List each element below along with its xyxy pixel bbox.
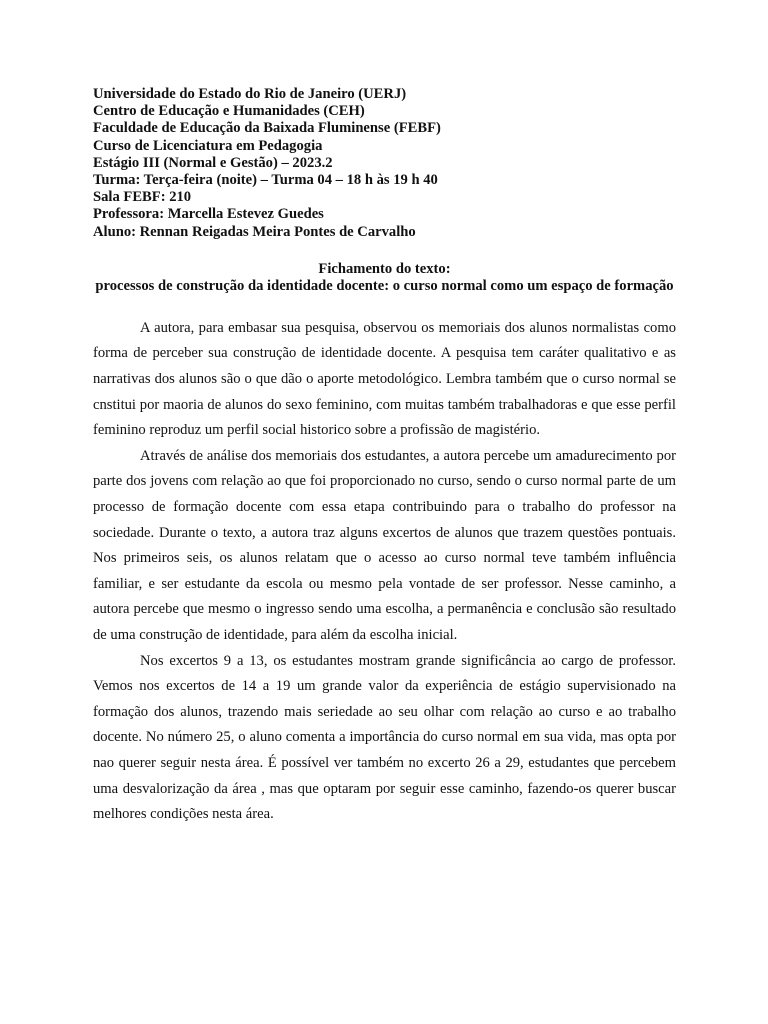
header-faculty: Faculdade de Educação da Baixada Fluminense (FEBF) [93,120,441,137]
header-center: Centro de Educação e Humanidades (CEH) [93,103,365,120]
document-body [93,316,676,828]
document-page [93,86,676,828]
title-label: Fichamento do texto: [318,260,451,277]
body-paragraph-2: Através de análise dos memoriais dos estudantes, a autora percebe um amadurecimento por parte dos jovens com relação ao que foi proporcionado no curso, sendo o curso normal parte de um processo de formação docente com essa etapa contribuindo para o trabalho do professor na sociedade. Durante o texto, a autora traz alguns excertos de alunos que trazem questões pontuais. Nos primeiros seis, os alunos relatam que o acesso ao curso normal teve também influência familiar, e ser estudante da escola ou mesmo pela vontade de ser professor. Nesse caminho, a autora percebe que mesmo o ingresso sendo uma escolha, a permanência e conclusão são resultado de uma construção de identidade, para além da escolha inicial. [93,447,676,643]
header-student: Aluno: Rennan Reigadas Meira Pontes de Carvalho [93,223,416,240]
institution-header [93,86,676,241]
title-subject: processos de construção da identidade docente: o curso normal como um espaço de formação [95,277,674,294]
header-internship: Estágio III (Normal e Gestão) – 2023.2 [93,154,333,171]
header-course: Curso de Licenciatura em Pedagogia [93,137,323,154]
header-class: Turma: Terça-feira (noite) – Turma 04 – 18 h às 19 h 40 [93,172,438,189]
document-title [93,261,676,295]
body-paragraph-1: A autora, para embasar sua pesquisa, observou os memoriais dos alunos normalistas como forma de perceber sua construção de identidade docente. A pesquisa tem caráter qualitativo e as narrativas dos alunos são o que dão o aporte metodológico. Lembra também que o curso normal se cnstitui por maoria de alunos do sexo feminino, com muitas também trabalhadoras e que esse perfil feminino reproduz um perfil social historico sobre a profissão de magistério. [93,319,676,439]
header-professor: Professora: Marcella Estevez Guedes [93,206,324,223]
header-room: Sala FEBF: 210 [93,189,192,206]
body-paragraph-3: Nos excertos 9 a 13, os estudantes mostram grande significância ao cargo de professor. Vemos nos excertos de 14 a 19 um grande valor da experiência de estágio supervisionado na formação dos alunos, trazendo mais seriedade ao seu olhar com relação ao curso e ao trabalho docente. No número 25, o aluno comenta a importância do curso normal em sua vida, mas opta por nao querer seguir nesta área. É possível ver também no excerto 26 a 29, estudantes que percebem uma desvalorização da área , mas que optaram por seguir esse caminho, fazendo-os querer buscar melhores condições nesta área. [93,652,676,823]
header-university: Universidade do Estado do Rio de Janeiro (UERJ) [93,86,407,102]
